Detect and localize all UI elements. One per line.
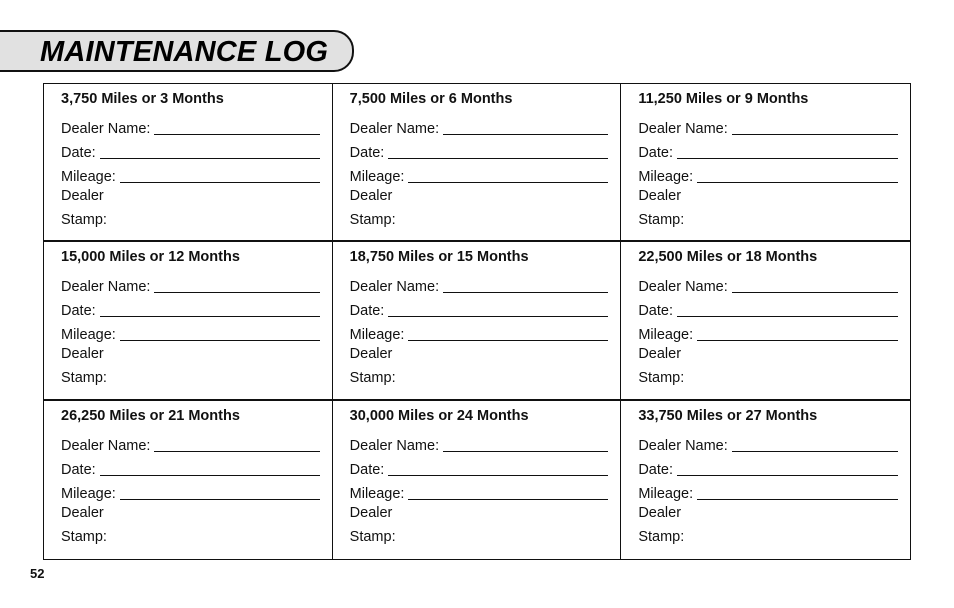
dealer-name-field[interactable] [350, 431, 609, 455]
entry-heading: 3,750 Miles or 3 Months [61, 91, 224, 107]
entry-heading: 30,000 Miles or 24 Months [349, 407, 529, 424]
stamp-label: Stamp: [638, 528, 685, 545]
log-entry [44, 401, 333, 559]
date-label: Date: [638, 145, 673, 161]
dealer-label: Dealer [61, 504, 104, 521]
dealer-name-line[interactable] [443, 134, 608, 135]
date-field[interactable] [638, 296, 898, 320]
mileage-label: Mileage: [349, 485, 405, 502]
mileage-line[interactable] [697, 340, 898, 341]
mileage-line[interactable] [120, 499, 320, 500]
stamp-label: Stamp: [638, 212, 685, 228]
log-entry [621, 401, 910, 559]
date-label: Date: [349, 461, 385, 478]
entry-heading: 33,750 Miles or 27 Months [638, 407, 818, 424]
dealer-name-line[interactable] [732, 134, 898, 135]
entry-heading: 11,250 Miles or 9 Months [638, 91, 809, 107]
dealer-label: Dealer [349, 188, 393, 204]
dealer-label: Dealer [638, 188, 682, 204]
dealer-name-line[interactable] [732, 292, 898, 293]
dealer-name-field[interactable] [61, 431, 320, 455]
mileage-label: Mileage: [349, 169, 405, 185]
mileage-field[interactable] [350, 479, 609, 503]
entry-heading: 18,750 Miles or 15 Months [349, 249, 529, 266]
mileage-field[interactable] [61, 162, 320, 186]
dealer-name-label: Dealer Name: [638, 437, 728, 454]
stamp-label: Stamp: [349, 370, 396, 387]
mileage-line[interactable] [408, 499, 608, 500]
dealer-name-field[interactable] [61, 272, 320, 296]
stamp-label: Stamp: [61, 212, 107, 228]
date-field[interactable] [61, 296, 320, 320]
mileage-field[interactable] [61, 479, 320, 503]
mileage-label: Mileage: [638, 485, 694, 502]
mileage-label: Mileage: [638, 327, 694, 344]
dealer-name-label: Dealer Name: [349, 437, 440, 454]
mileage-line[interactable] [120, 340, 320, 341]
log-entry [621, 242, 910, 400]
dealer-name-label: Dealer Name: [349, 279, 440, 296]
log-entry [621, 84, 910, 242]
mileage-line[interactable] [120, 182, 320, 183]
date-label: Date: [638, 303, 673, 320]
date-line[interactable] [100, 316, 320, 317]
date-line[interactable] [677, 158, 898, 159]
mileage-label: Mileage: [61, 327, 116, 344]
dealer-name-line[interactable] [154, 451, 319, 452]
dealer-label: Dealer [349, 504, 393, 521]
dealer-name-field[interactable] [61, 114, 320, 138]
dealer-label: Dealer [638, 504, 682, 521]
date-field[interactable] [61, 138, 320, 162]
mileage-label: Mileage: [61, 169, 116, 185]
date-label: Date: [61, 145, 96, 161]
date-line[interactable] [677, 316, 898, 317]
mileage-field[interactable] [638, 162, 898, 186]
mileage-label: Mileage: [638, 169, 694, 185]
log-entry [333, 401, 622, 559]
stamp-label: Stamp: [349, 528, 396, 545]
dealer-name-line[interactable] [732, 451, 898, 452]
stamp-label: Stamp: [349, 212, 396, 228]
dealer-name-field[interactable] [350, 272, 609, 296]
stamp-label: Stamp: [638, 370, 685, 387]
date-line[interactable] [388, 158, 608, 159]
entry-heading: 26,250 Miles or 21 Months [61, 407, 240, 424]
dealer-name-label: Dealer Name: [349, 121, 440, 137]
log-entry [333, 242, 622, 400]
dealer-name-label: Dealer Name: [638, 279, 728, 296]
mileage-line[interactable] [408, 182, 608, 183]
dealer-name-field[interactable] [638, 272, 898, 296]
page-title: MAINTENANCE LOG [40, 36, 329, 68]
dealer-name-line[interactable] [154, 134, 319, 135]
entry-heading: 15,000 Miles or 12 Months [61, 249, 240, 266]
mileage-field[interactable] [350, 162, 609, 186]
stamp-label: Stamp: [61, 528, 107, 545]
date-label: Date: [638, 461, 673, 478]
date-label: Date: [61, 461, 96, 478]
date-field[interactable] [638, 455, 898, 479]
mileage-label: Mileage: [349, 327, 405, 344]
log-entry [333, 84, 622, 242]
page-number: 52 [30, 566, 45, 581]
dealer-name-field[interactable] [350, 114, 609, 138]
dealer-name-label: Dealer Name: [61, 437, 151, 454]
mileage-field[interactable] [638, 479, 898, 503]
dealer-label: Dealer [638, 346, 682, 363]
log-entry [44, 242, 333, 400]
mileage-field[interactable] [638, 320, 898, 344]
entry-heading: 22,500 Miles or 18 Months [638, 249, 818, 266]
date-field[interactable] [61, 455, 320, 479]
mileage-field[interactable] [350, 320, 609, 344]
dealer-label: Dealer [61, 346, 104, 363]
dealer-name-line[interactable] [443, 292, 608, 293]
mileage-field[interactable] [61, 320, 320, 344]
stamp-label: Stamp: [61, 370, 107, 387]
dealer-name-field[interactable] [638, 431, 898, 455]
entry-heading: 7,500 Miles or 6 Months [349, 91, 513, 107]
mileage-label: Mileage: [61, 485, 116, 502]
dealer-name-line[interactable] [443, 451, 608, 452]
dealer-label: Dealer [349, 346, 393, 363]
maintenance-log-grid [43, 83, 911, 560]
date-line[interactable] [677, 475, 898, 476]
date-line[interactable] [100, 158, 320, 159]
dealer-name-line[interactable] [154, 292, 319, 293]
date-field[interactable] [350, 138, 609, 162]
date-field[interactable] [350, 296, 609, 320]
mileage-line[interactable] [408, 340, 608, 341]
date-label: Date: [349, 145, 385, 161]
date-line[interactable] [388, 316, 608, 317]
dealer-name-label: Dealer Name: [61, 279, 151, 296]
date-line[interactable] [388, 475, 608, 476]
mileage-line[interactable] [697, 499, 898, 500]
dealer-label: Dealer [61, 188, 104, 204]
mileage-line[interactable] [697, 182, 898, 183]
date-label: Date: [61, 303, 96, 320]
dealer-name-field[interactable] [638, 114, 898, 138]
dealer-name-label: Dealer Name: [638, 121, 728, 137]
dealer-name-label: Dealer Name: [61, 121, 151, 137]
date-label: Date: [349, 303, 385, 320]
date-line[interactable] [100, 475, 320, 476]
date-field[interactable] [638, 138, 898, 162]
date-field[interactable] [350, 455, 609, 479]
log-entry [44, 84, 333, 242]
